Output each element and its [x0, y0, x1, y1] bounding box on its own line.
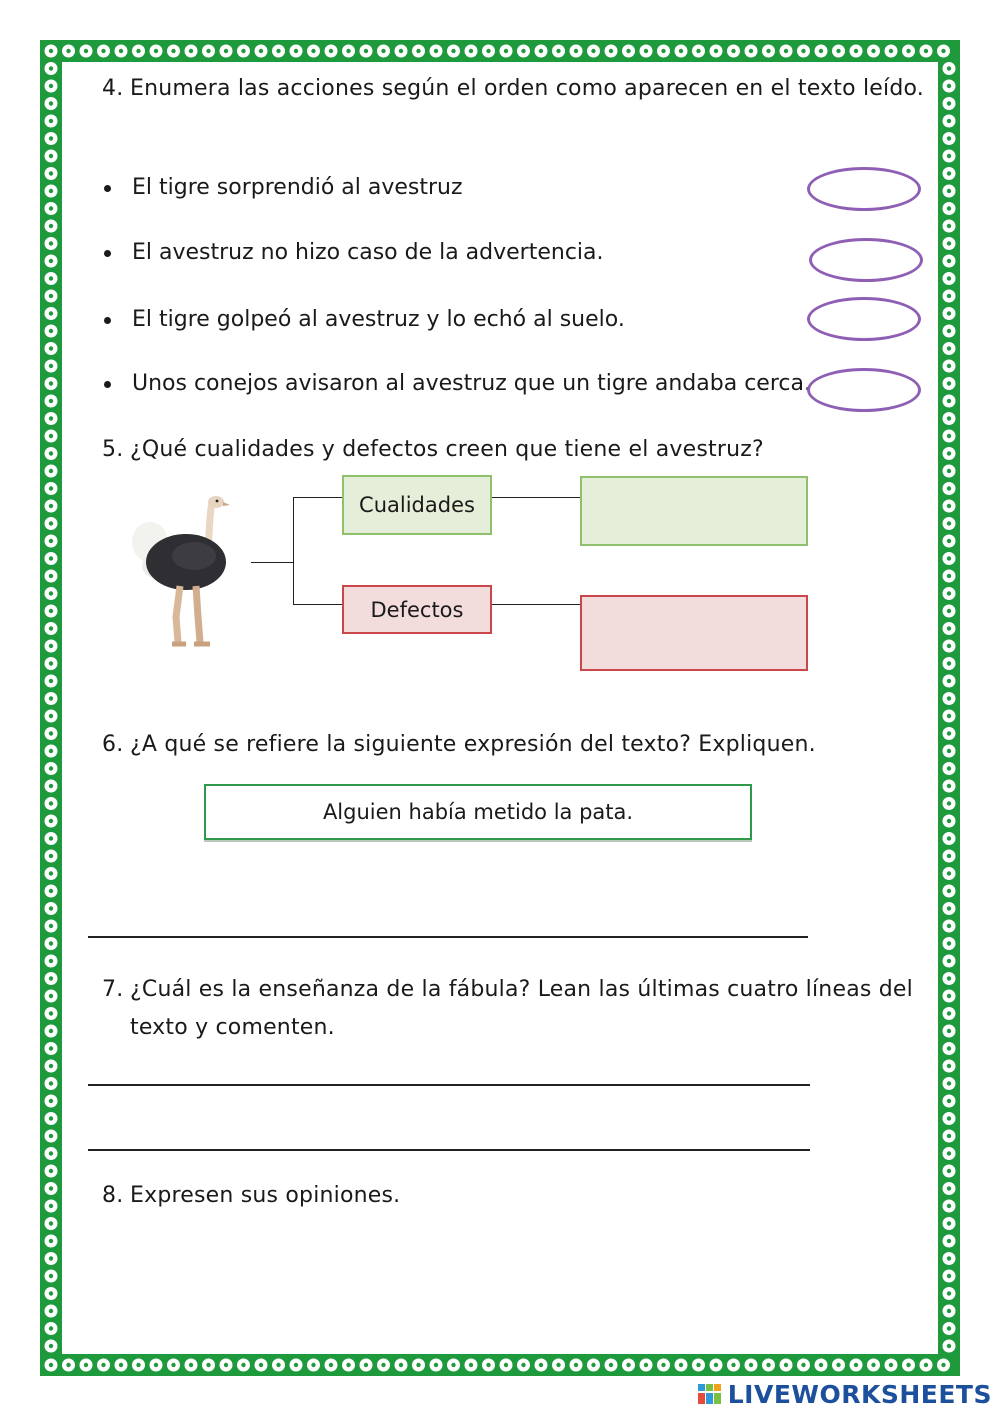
ostrich-image — [128, 492, 238, 652]
connector-line — [293, 604, 343, 605]
defects-label: Defectos — [370, 597, 464, 622]
question-number: 6. — [102, 732, 124, 757]
bullet-icon — [104, 250, 111, 257]
question-text: Expresen sus opiniones. — [130, 1183, 401, 1208]
order-answer-oval-2[interactable] — [809, 238, 923, 282]
answer-line-q7-1[interactable] — [88, 1084, 810, 1086]
action-text: El tigre golpeó al avestruz y lo echó al suelo. — [132, 307, 625, 332]
connector-line — [293, 497, 294, 605]
question-text-line-1: ¿Cuál es la enseñanza de la fábula? Lean las últimas cuatro líneas del — [130, 977, 913, 1002]
defects-answer-box[interactable] — [580, 595, 808, 671]
answer-line-q7-2[interactable] — [88, 1149, 810, 1151]
question-text: ¿A qué se refiere la siguiente expresión del texto? Expliquen. — [130, 732, 816, 757]
qualities-label-box — [342, 475, 492, 535]
question-text-line-2: texto y comenten. — [130, 1015, 335, 1040]
order-answer-oval-4[interactable] — [807, 368, 921, 412]
action-text: El avestruz no hizo caso de la advertencia. — [132, 240, 604, 265]
bullet-icon — [104, 317, 111, 324]
action-text: El tigre sorprendió al avestruz — [132, 175, 463, 200]
question-8 — [102, 1183, 400, 1208]
brand-name: LIVEWORKSHEETS — [727, 1379, 992, 1409]
bullet-icon — [104, 381, 111, 388]
action-item-3 — [132, 307, 625, 332]
question-7 — [102, 977, 913, 1002]
question-4 — [102, 76, 924, 101]
expression-box — [204, 784, 752, 840]
defects-label-box — [342, 585, 492, 634]
qualities-label: Cualidades — [359, 493, 475, 517]
question-text: ¿Qué cualidades y defectos creen que tiene el avestruz? — [130, 437, 764, 462]
connector-line — [491, 604, 581, 605]
question-text: Enumera las acciones según el orden como aparecen en el texto leído. — [130, 76, 924, 101]
connector-line — [491, 497, 581, 498]
bullet-icon — [104, 185, 111, 192]
action-text: Unos conejos avisaron al avestruz que un tigre andaba cerca. — [132, 371, 811, 396]
expression-text: Alguien había metido la pata. — [322, 800, 634, 824]
question-number: 7. — [102, 977, 124, 1002]
action-item-4 — [132, 371, 811, 396]
answer-line-q6[interactable] — [88, 936, 808, 938]
action-item-1 — [132, 175, 463, 200]
connector-line — [293, 497, 343, 498]
qualities-answer-box[interactable] — [580, 476, 808, 546]
question-number: 4. — [102, 76, 124, 101]
order-answer-oval-3[interactable] — [807, 297, 921, 341]
liveworksheets-logo[interactable] — [698, 1378, 992, 1410]
question-number: 8. — [102, 1183, 124, 1208]
question-7-continued — [130, 1015, 335, 1040]
action-item-2 — [132, 240, 604, 265]
order-answer-oval-1[interactable] — [807, 167, 921, 211]
question-5 — [102, 437, 764, 462]
question-6 — [102, 732, 816, 757]
question-number: 5. — [102, 437, 124, 462]
liveworksheets-icon — [698, 1382, 722, 1406]
connector-line — [251, 562, 294, 563]
